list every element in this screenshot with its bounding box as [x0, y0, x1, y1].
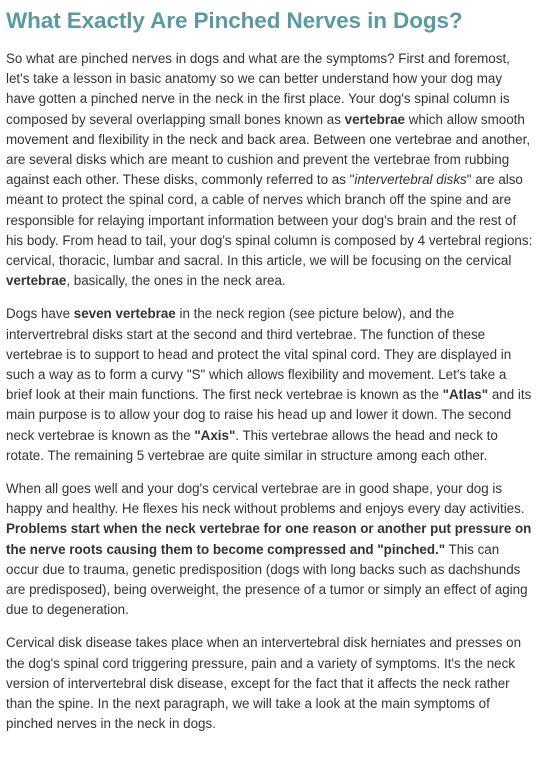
paragraph-text: , basically, the ones in the neck area.: [66, 273, 286, 289]
article-title: What Exactly Are Pinched Nerves in Dogs?: [6, 8, 463, 33]
paragraph-text: So what are pinched nerves in dogs and what are the symptoms? First and foremost, let's take a lesson in basic anatomy so we can better understand how your dog may have gotten a pinched nerve in the neck in the first place. Your dog's spinal column is composed by several overlapping small bones known as: [6, 51, 510, 127]
paragraph-cervical-disk-disease: [6, 633, 533, 734]
paragraph-text: " are also meant to protect the spinal cord, a cable of nerves which branch off the spine and are responsible for relaying important information between your dog's brain and the rest of his body. From head to tail, your dog's spinal column is composed by 4 vertebral regions: cervical, thoracic, lumbar and sacral. In this article, we will be focusing on the cervical: [6, 172, 533, 269]
paragraph-text: Dogs have: [6, 306, 74, 322]
bold-term-atlas: "Atlas": [442, 387, 489, 403]
paragraph-text: When all goes well and your dog's cervical vertebrae are in good shape, your dog is happy and healthy. He flexes his neck without problems and enjoys every day activities.: [6, 481, 525, 517]
paragraph-problems: [6, 479, 533, 620]
paragraph-text: This can occur due to trauma, genetic predisposition (dogs with long backs such as dachshunds are predisposed), being overweight, the presence of a tumor or simply an effect of aging due to degeneration.: [6, 541, 528, 618]
bold-term-vertebrae: vertebrae: [344, 111, 405, 127]
paragraph-neck-vertebrae: [6, 304, 533, 466]
paragraph-text: Cervical disk disease takes place when an intervertebral disk herniates and presses on the dog's spinal cord triggering pressure, pain and a variety of symptoms. It's the neck version of intervertebral disk disease, except for the fact that it affects the neck rather than the spine. In the next paragraph, we will take a look at the main symptoms of pinched nerves in the neck in dogs.: [6, 635, 522, 732]
bold-term-axis: "Axis": [194, 427, 236, 443]
paragraph-anatomy: [6, 49, 533, 291]
paragraph-text: which allow smooth movement and flexibility in the neck and back area. Between one vertebrae and another, are several disks which are meant to cushion and prevent the vertebrae from rubbing against each other. These disks, commonly referred to as ": [6, 111, 531, 188]
paragraph-text: and its main purpose is to allow your dog to raise his head up and lower it down. The second neck vertebrae is known as the: [6, 387, 532, 443]
bold-statement-problems: Problems start when the neck vertebrae for one reason or another put pressure on the nerve roots causing them to become compressed and "pinched.": [6, 521, 532, 557]
paragraph-text: . This vertebrae allows the head and neck to rotate. The remaining 5 vertebrae are quite similar in structure among each other.: [6, 427, 498, 463]
bold-term-seven-vertebrae: seven vertebrae: [73, 306, 176, 322]
paragraph-text: in the neck region (see picture below), and the intervertrebral disks start at the second and third vertebrae. The function of these vertebrae is to support to head and protect the vital spinal cord. They are displayed in such a way as to form a curvy "S" which allows flexibility and movement. Let's take a brief look at their main functions. The first neck vertebrae is known as the: [6, 306, 512, 403]
italic-term-intervertebral-disks: intervertebral disks: [354, 172, 467, 188]
bold-term-vertebrae: vertebrae: [6, 273, 67, 289]
